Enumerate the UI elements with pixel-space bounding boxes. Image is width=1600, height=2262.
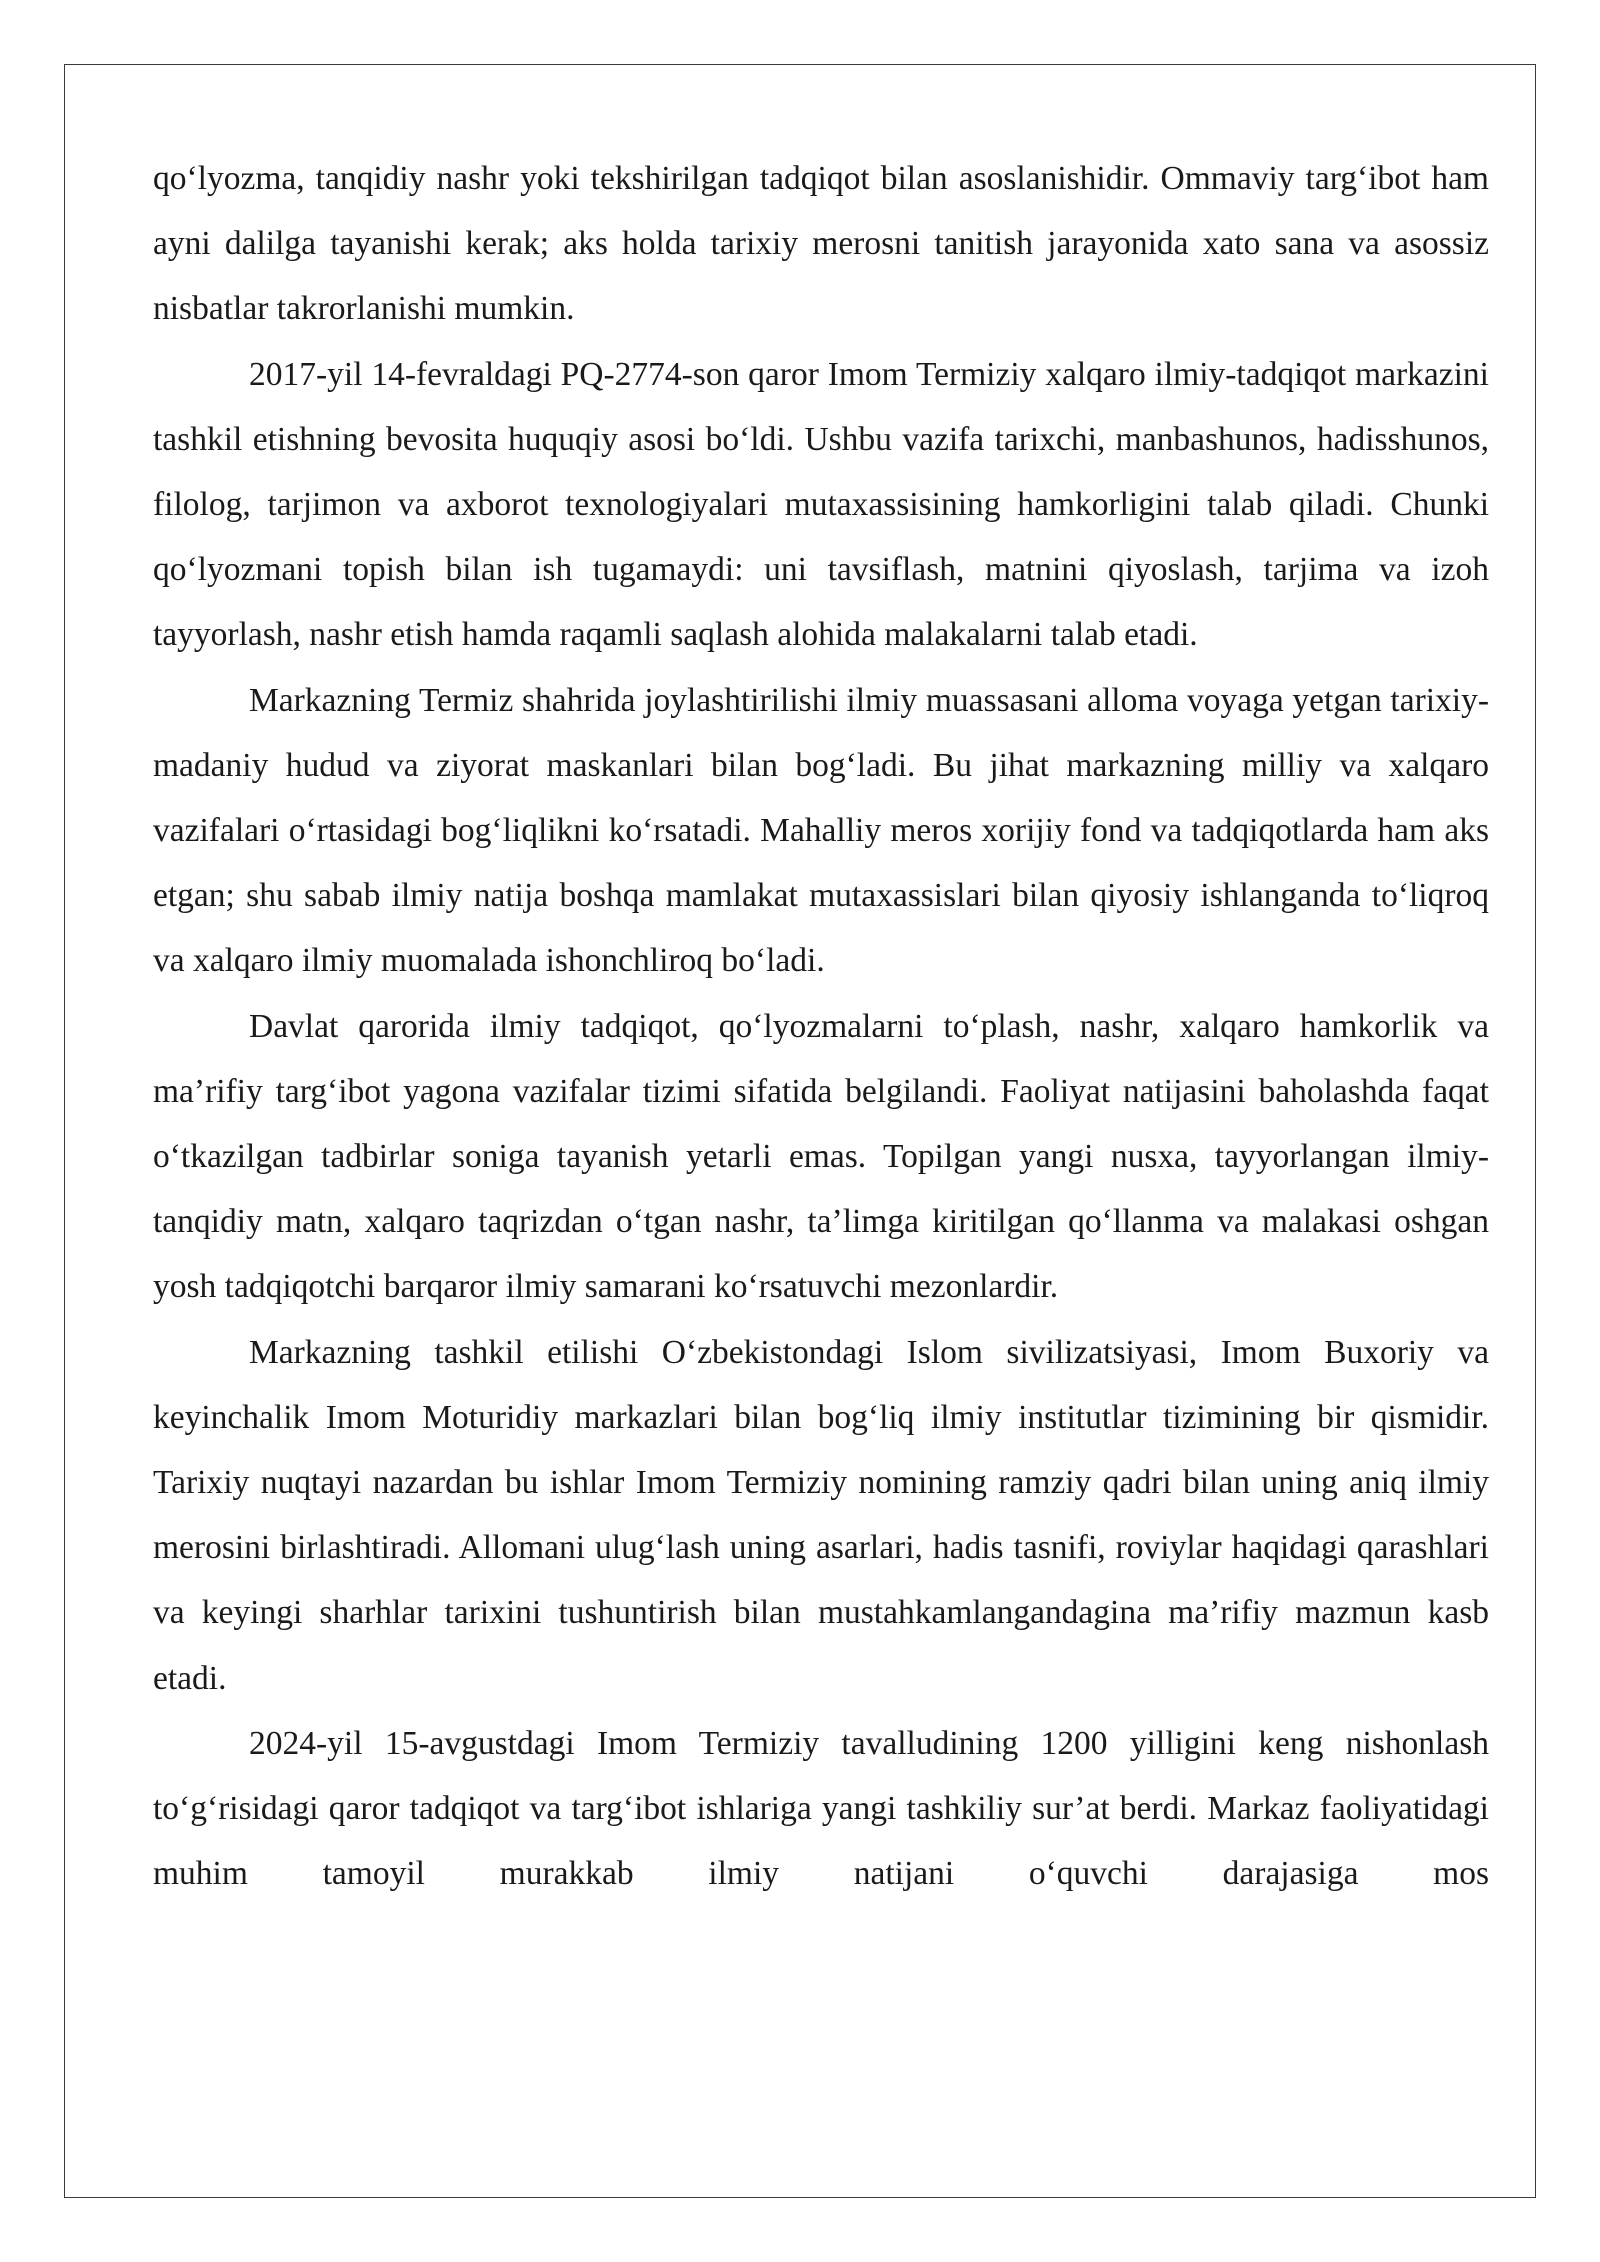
- paragraph: Davlat qarorida ilmiy tadqiqot, qo‘lyozmalarni to‘plash, nashr, xalqaro hamkorlik va ma’rifiy targ‘ibot yagona vazifalar tizimi sifatida belgilandi. Faoliyat natijasini baholashda faqat o‘tkazilgan tadbirlar soniga tayanish yetarli emas. Topilgan yangi nusxa, tayyorlangan ilmiy-tanqidiy matn, xalqaro taqrizdan o‘tgan nashr, ta’limga kiritilgan qo‘llanma va malakasi oshgan yosh tadqiqotchi barqaror ilmiy samarani ko‘rsatuvchi mezonlardir.: [153, 1007, 1489, 1306]
- paragraph: 2017-yil 14-fevraldagi PQ-2774-son qaror Imom Termiziy xalqaro ilmiy-tadqiqot markazini tashkil etishning bevosita huquqiy asosi bo‘ldi. Ushbu vazifa tarixchi, manbashunos, hadisshunos, filolog, tarjimon va axborot texnologiyalari mutaxassisining hamkorligini talab qiladi. Chunki qo‘lyozmani topish bilan ish tugamaydi: uni tavsiflash, matnini qiyoslash, tarjima va izoh tayyorlash, nashr etish hamda raqamli saqlash alohida malakalarni talab etadi.: [153, 355, 1489, 654]
- document-body: [153, 146, 1489, 1906]
- paragraph: Markazning tashkil etilishi O‘zbekistondagi Islom sivilizatsiyasi, Imom Buxoriy va keyinchalik Imom Moturidiy markazlari bilan bog‘liq ilmiy institutlar tizimining bir qismidir. Tarixiy nuqtayi nazardan bu ishlar Imom Termiziy nomining ramziy qadri bilan uning aniq ilmiy merosini birlashtiradi. Allomani ulug‘lash uning asarlari, hadis tasnifi, roviylar haqidagi qarashlari va keyingi sharhlar tarixini tushuntirish bilan mustahkamlangandagina ma’rifiy mazmun kasb etadi.: [153, 1333, 1489, 1697]
- paragraph: Markazning Termiz shahrida joylashtirilishi ilmiy muassasani alloma voyaga yetgan tarixiy-madaniy hudud va ziyorat maskanlari bilan bog‘ladi. Bu jihat markazning milliy va xalqaro vazifalari o‘rtasidagi bog‘liqlikni ko‘rsatadi. Mahalliy meros xorijiy fond va tadqiqotlarda ham aks etgan; shu sabab ilmiy natija boshqa mamlakat mutaxassislari bilan qiyosiy ishlanganda to‘liqroq va xalqaro ilmiy muomalada ishonchliroq bo‘ladi.: [153, 681, 1489, 980]
- paragraph-continued: qo‘lyozma, tanqidiy nashr yoki tekshirilgan tadqiqot bilan asoslanishidir. Ommaviy targ‘ibot ham ayni dalilga tayanishi kerak; aks holda tarixiy merosni tanitish jarayonida xato sana va asossiz nisbatlar takrorlanishi mumkin.: [153, 160, 1489, 328]
- paragraph-continues-next-page: 2024-yil 15-avgustdagi Imom Termiziy tavalludining 1200 yilligini keng nishonlash to‘g‘risidagi qaror tadqiqot va targ‘ibot ishlariga yangi tashkiliy sur’at berdi. Markaz faoliyatidagi muhim tamoyil murakkab ilmiy natijani o‘quvchi darajasiga mos: [153, 1724, 1489, 1893]
